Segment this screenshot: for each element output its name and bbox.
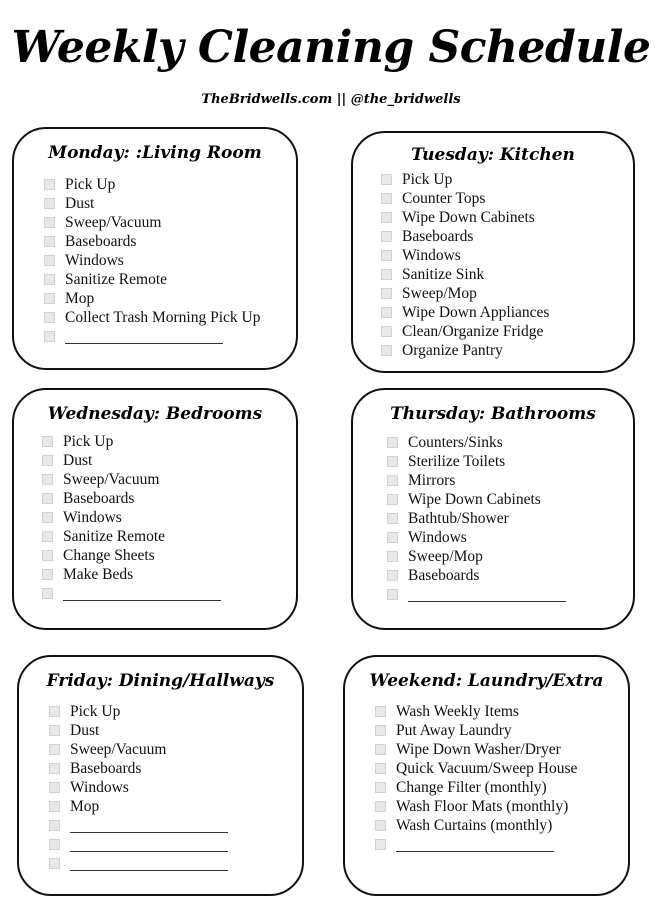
checkbox[interactable]: [387, 570, 398, 581]
checklist-item-label: Make Beds: [63, 565, 134, 583]
checklist-tuesday: [381, 170, 549, 360]
checklist-item[interactable]: [49, 778, 228, 797]
checklist-item-label: Put Away Laundry: [396, 721, 512, 739]
checklist-item-label: Baseboards: [402, 227, 474, 245]
checklist-item-label: Counters/Sinks: [408, 433, 503, 451]
checklist-item-label: Windows: [408, 528, 467, 546]
checkbox[interactable]: [387, 532, 398, 543]
card-title-friday: Friday: Dining/Hallways: [46, 671, 275, 691]
checklist-item-label: Wash Curtains (monthly): [396, 816, 553, 834]
checklist-item[interactable]: [44, 270, 260, 289]
checkbox[interactable]: [44, 255, 55, 266]
write-in-line[interactable]: [408, 600, 566, 602]
checklist-thursday: [387, 433, 566, 604]
checklist-item-label: Sweep/Vacuum: [63, 470, 160, 488]
checklist-item-label: Sterilize Toilets: [408, 452, 506, 470]
checklist-item-label: Windows: [65, 251, 124, 269]
checkbox[interactable]: [44, 236, 55, 247]
checklist-item[interactable]: [375, 721, 577, 740]
checkbox[interactable]: [375, 820, 386, 831]
checklist-item-label: Collect Trash Morning Pick Up: [65, 308, 261, 326]
checklist-item-label: Dust: [65, 194, 95, 212]
checkbox[interactable]: [44, 217, 55, 228]
checkbox[interactable]: [49, 725, 60, 736]
checklist-item-label: Pick Up: [63, 432, 114, 450]
checkbox[interactable]: [387, 494, 398, 505]
checklist-item[interactable]: [44, 251, 260, 270]
checklist-item[interactable]: [381, 265, 549, 284]
checklist-item[interactable]: [44, 289, 260, 308]
checkbox[interactable]: [49, 744, 60, 755]
checklist-item[interactable]: [381, 227, 549, 246]
checkbox[interactable]: [375, 782, 386, 793]
checkbox[interactable]: [42, 512, 53, 523]
checkbox[interactable]: [44, 293, 55, 304]
checklist-blank-item[interactable]: [49, 835, 228, 854]
checklist-item[interactable]: [387, 490, 566, 509]
checklist-item-label: Baseboards: [65, 232, 137, 250]
checklist-item-label: Baseboards: [70, 759, 142, 777]
checklist-item[interactable]: [42, 546, 221, 565]
checkbox[interactable]: [381, 288, 392, 299]
checklist-item-label: Change Filter (monthly): [396, 778, 547, 796]
checklist-item-label: Sanitize Remote: [63, 527, 166, 545]
checklist-blank-item[interactable]: [49, 816, 228, 835]
checklist-item-label: Wipe Down Cabinets: [408, 490, 541, 508]
checklist-item[interactable]: [375, 759, 577, 778]
checkbox[interactable]: [49, 782, 60, 793]
checklist-blank-item[interactable]: [375, 835, 577, 854]
checklist-item-label: Baseboards: [408, 566, 480, 584]
checkbox[interactable]: [387, 456, 398, 467]
page-subtitle: TheBridwells.com || @the_bridwells: [201, 92, 461, 107]
card-title-wednesday: Wednesday: Bedrooms: [47, 404, 263, 424]
checkbox[interactable]: [44, 274, 55, 285]
checklist-item[interactable]: [387, 433, 566, 452]
checklist-item[interactable]: [381, 341, 549, 360]
checklist-item[interactable]: [381, 189, 549, 208]
checkbox[interactable]: [42, 550, 53, 561]
checklist-item[interactable]: [44, 213, 260, 232]
checklist-item[interactable]: [387, 566, 566, 585]
checklist-item-label: Sweep/Mop: [402, 284, 477, 302]
checkbox[interactable]: [381, 307, 392, 318]
checkbox[interactable]: [381, 231, 392, 242]
checkbox[interactable]: [49, 801, 60, 812]
checklist-item-label: Sweep/Mop: [408, 547, 483, 565]
checklist-item-label: Sweep/Vacuum: [65, 213, 162, 231]
checklist-item[interactable]: [42, 489, 221, 508]
checklist-item[interactable]: [387, 471, 566, 490]
checklist-item-label: Windows: [63, 508, 122, 526]
checkbox[interactable]: [42, 474, 53, 485]
checklist-item[interactable]: [375, 740, 577, 759]
checklist-item-label: Baseboards: [63, 489, 135, 507]
checklist-item[interactable]: [42, 565, 221, 584]
checklist-blank-item[interactable]: [49, 854, 228, 873]
card-friday: [17, 655, 304, 896]
checkbox[interactable]: [387, 551, 398, 562]
checklist-item-label: Clean/Organize Fridge: [402, 322, 544, 340]
checklist-wednesday: [42, 432, 221, 603]
checklist-item-label: Sanitize Remote: [65, 270, 168, 288]
checkbox[interactable]: [387, 513, 398, 524]
checklist-item[interactable]: [44, 232, 260, 251]
checklist-item[interactable]: [387, 547, 566, 566]
checkbox[interactable]: [42, 436, 53, 447]
checklist-item-label: Quick Vacuum/Sweep House: [396, 759, 578, 777]
checkbox[interactable]: [49, 858, 60, 869]
checkbox[interactable]: [375, 763, 386, 774]
card-title-tuesday: Tuesday: Kitchen: [411, 145, 575, 165]
card-weekend: [343, 655, 630, 896]
checklist-item[interactable]: [42, 470, 221, 489]
checklist-item[interactable]: [49, 759, 228, 778]
checkbox[interactable]: [381, 345, 392, 356]
checklist-item-label: Organize Pantry: [402, 341, 503, 359]
checkbox[interactable]: [49, 820, 60, 831]
checkbox[interactable]: [375, 839, 386, 850]
checklist-item-label: Wash Floor Mats (monthly): [396, 797, 569, 815]
checklist-blank-item[interactable]: [387, 585, 566, 604]
checklist-item[interactable]: [49, 721, 228, 740]
checklist-blank-item[interactable]: [42, 584, 221, 603]
card-monday: [12, 127, 298, 370]
checklist-item[interactable]: [42, 527, 221, 546]
checkbox[interactable]: [381, 174, 392, 185]
checkbox[interactable]: [381, 269, 392, 280]
checkbox[interactable]: [49, 706, 60, 717]
checklist-monday: [44, 175, 260, 346]
checklist-item-label: Change Sheets: [63, 546, 155, 564]
checklist-weekend: [375, 702, 577, 854]
checklist-item-label: Counter Tops: [402, 189, 486, 207]
checklist-item[interactable]: [375, 778, 577, 797]
checkbox[interactable]: [387, 589, 398, 600]
checkbox[interactable]: [49, 763, 60, 774]
checkbox[interactable]: [387, 475, 398, 486]
checkbox[interactable]: [44, 331, 55, 342]
checklist-item[interactable]: [381, 322, 549, 341]
checklist-item[interactable]: [42, 451, 221, 470]
checkbox[interactable]: [44, 179, 55, 190]
checkbox[interactable]: [44, 198, 55, 209]
checkbox[interactable]: [42, 531, 53, 542]
checklist-item[interactable]: [387, 509, 566, 528]
write-in-line[interactable]: [70, 831, 228, 833]
checkbox[interactable]: [375, 706, 386, 717]
checklist-item[interactable]: [375, 816, 577, 835]
checkbox[interactable]: [381, 326, 392, 337]
checkbox[interactable]: [49, 839, 60, 850]
checklist-item-label: Wipe Down Washer/Dryer: [396, 740, 561, 758]
checkbox[interactable]: [387, 437, 398, 448]
write-in-line[interactable]: [70, 850, 228, 852]
checklist-item-label: Pick Up: [402, 170, 453, 188]
checklist-item[interactable]: [381, 170, 549, 189]
checkbox[interactable]: [381, 193, 392, 204]
checklist-item[interactable]: [375, 702, 577, 721]
checklist-blank-item[interactable]: [44, 327, 260, 346]
checklist-item-label: Windows: [402, 246, 461, 264]
checklist-item[interactable]: [375, 797, 577, 816]
checkbox[interactable]: [375, 725, 386, 736]
write-in-line[interactable]: [63, 599, 221, 601]
checklist-item-label: Dust: [70, 721, 100, 739]
write-in-line[interactable]: [70, 869, 228, 871]
checklist-item[interactable]: [42, 432, 221, 451]
card-title-monday: Monday: :Living Room: [48, 143, 262, 163]
card-title-thursday: Thursday: Bathrooms: [390, 404, 596, 424]
checklist-item-label: Wipe Down Appliances: [402, 303, 550, 321]
checklist-item[interactable]: [44, 194, 260, 213]
checklist-item-label: Sweep/Vacuum: [70, 740, 167, 758]
card-title-weekend: Weekend: Laundry/Extra: [369, 671, 604, 691]
checklist-friday: [49, 702, 228, 873]
checkbox[interactable]: [375, 801, 386, 812]
checkbox[interactable]: [42, 569, 53, 580]
checklist-item-label: Bathtub/Shower: [408, 509, 509, 527]
checklist-item-label: Mop: [65, 289, 95, 307]
card-tuesday: [351, 131, 635, 373]
write-in-line[interactable]: [65, 342, 223, 344]
checklist-item-label: Sanitize Sink: [402, 265, 485, 283]
checklist-item[interactable]: [381, 246, 549, 265]
checklist-item[interactable]: [44, 175, 260, 194]
checkbox[interactable]: [381, 212, 392, 223]
checkbox[interactable]: [375, 744, 386, 755]
checklist-item-label: Mop: [70, 797, 100, 815]
checklist-item[interactable]: [381, 284, 549, 303]
write-in-line[interactable]: [396, 850, 554, 852]
checkbox[interactable]: [44, 312, 55, 323]
checklist-item[interactable]: [381, 208, 549, 227]
checklist-item-label: Windows: [70, 778, 129, 796]
checkbox[interactable]: [42, 588, 53, 599]
checklist-item[interactable]: [49, 740, 228, 759]
checkbox[interactable]: [381, 250, 392, 261]
checklist-item[interactable]: [44, 308, 260, 327]
checklist-item-label: Dust: [63, 451, 93, 469]
checklist-item-label: Mirrors: [408, 471, 456, 489]
checklist-item[interactable]: [49, 797, 228, 816]
checklist-item-label: Wash Weekly Items: [396, 702, 519, 720]
checklist-item[interactable]: [49, 702, 228, 721]
checklist-item[interactable]: [387, 452, 566, 471]
checkbox[interactable]: [42, 455, 53, 466]
checklist-item[interactable]: [381, 303, 549, 322]
page-title: Weekly Cleaning Schedule: [11, 22, 651, 73]
checkbox[interactable]: [42, 493, 53, 504]
checklist-item[interactable]: [387, 528, 566, 547]
checklist-item[interactable]: [42, 508, 221, 527]
checklist-item-label: Wipe Down Cabinets: [402, 208, 535, 226]
card-wednesday: [12, 388, 298, 630]
card-thursday: [351, 388, 635, 630]
checklist-item-label: Pick Up: [70, 702, 121, 720]
checklist-item-label: Pick Up: [65, 175, 116, 193]
